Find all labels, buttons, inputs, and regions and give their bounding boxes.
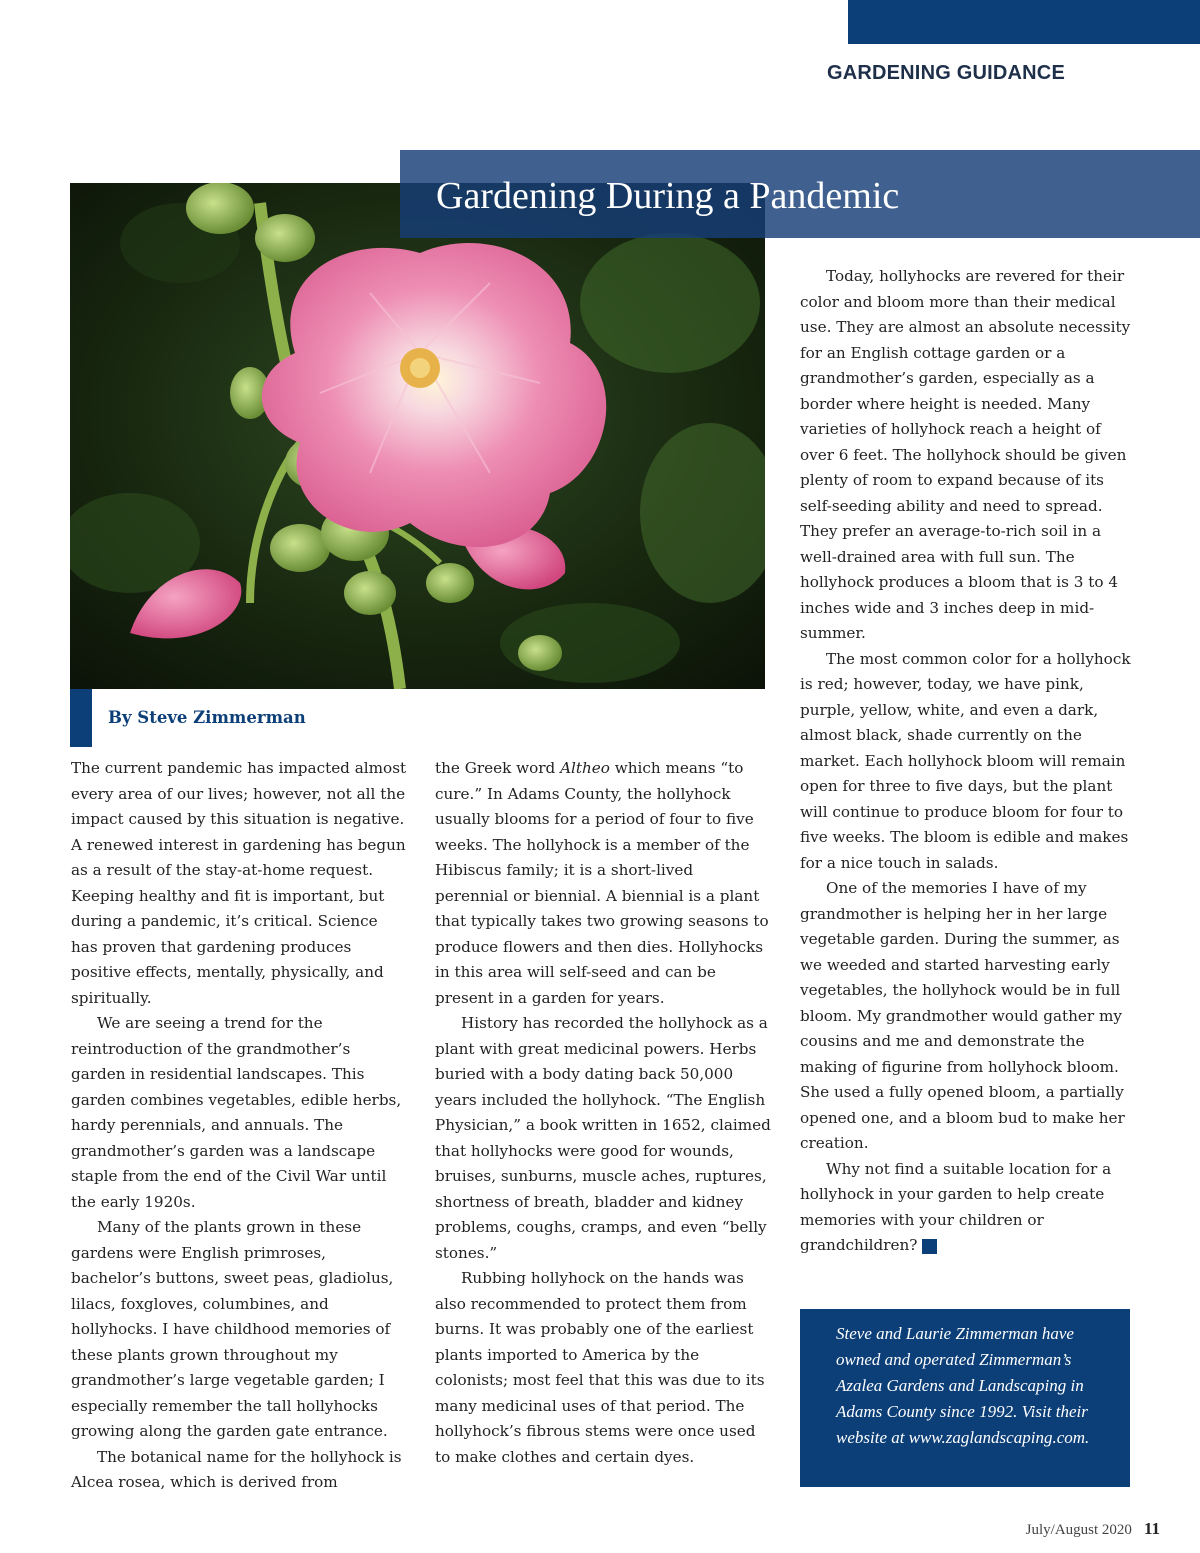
paragraph: Today, hollyhocks are revered for their color and bloom more than their medical use. They are almost an absolute necessity for an English cottage garden or a grandmother’s garden, especially as a border where height is needed. Many varieties of hollyhock reach a height of over 6 feet. The hollyhock should be given plenty of room to expand because of its self-seeding ability and need to spread. They prefer an average-to-rich soil in a well-drained area with full sun. The hollyhock produces a bloom that is 3 to 4 inches wide and 3 inches deep in mid-summer.	[800, 267, 1131, 642]
paragraph	[435, 756, 771, 1011]
paragraph: Rubbing hollyhock on the hands was also recommended to protect them from burns. It was probably one of the earliest plants imported to America by the colonists; most feel that this was due to its many medicinal uses of that period. The hollyhock’s fibrous stems were once used to make clothes and certain dyes.	[435, 1269, 765, 1466]
article-column-2	[435, 756, 771, 1470]
byline-accent-bar	[70, 689, 92, 747]
paragraph: The botanical name for the hollyhock is Alcea rosea, which is derived from	[71, 1447, 402, 1491]
paragraph: One of the memories I have of my grandmother is helping her in her large vegetable garden. During the summer, as we weeded and started harvesting early vegetables, the hollyhock would be in full bloom. My grandmother would gather my cousins and me and demonstrate the making of figurine from hollyhock bloom. She used a fully opened bloom, a partially opened one, and a bloom bud to make her creation.	[800, 879, 1125, 1152]
paragraph: The most common color for a hollyhock is red; however, today, we have pink, purple, yellow, white, and even a dark, almost black, shade currently on the market. Each hollyhock bloom will remain open for three to five days, but the plant will continue to produce bloom for four to five weeks. The bloom is edible and makes for a nice touch in salads.	[800, 649, 1131, 872]
italic-term: Altheo	[560, 759, 610, 777]
header-accent-bar	[848, 0, 1200, 44]
title-band	[400, 150, 1200, 238]
paragraph: We are seeing a trend for the reintroduction of the grandmother’s garden in residential landscapes. This garden combines vegetables, edible herbs, hardy perennials, and annuals. The grandmother’s garden was a landscape staple from the end of the Civil War until the early 1920s.	[71, 1014, 402, 1211]
issue-date: July/August 2020	[1025, 1522, 1132, 1538]
text-run: which means “to cure.” In Adams County, the hollyhock usually blooms for a period of four to five weeks. The hollyhock is a member of the Hibiscus family; it is a short-lived perennial or biennial. A biennial is a plant that typically takes two growing seasons to produce flowers and then dies. Hollyhocks in this area will self-seed and can be present in a garden for years.	[435, 759, 769, 1007]
paragraph: History has recorded the hollyhock as a plant with great medicinal powers. Herbs buried with a body dating back 50,000 years included the hollyhock. “The English Physician,” a book written in 1652, claimed that hollyhocks were good for wounds, bruises, sunburns, muscle aches, ruptures, shortness of breath, bladder and kidney problems, coughs, cramps, and even “belly stones.”	[435, 1014, 771, 1262]
paragraph	[800, 1157, 1136, 1259]
paragraph: The current pandemic has impacted almost every area of our lives; however, not all the impact caused by this situation is negative. A renewed interest in gardening has begun as a result of the stay-at-home request. Keeping healthy and fit is important, but during a pandemic, it’s critical. Science has proven that gardening produces positive effects, mentally, physically, and spiritually.	[71, 759, 407, 1007]
section-label: GARDENING GUIDANCE	[826, 62, 1065, 84]
text-run: Why not find a suitable location for a hollyhock in your garden to help create memories with your children or grandchildren?	[800, 1159, 1112, 1254]
article-title: Gardening During a Pandemic	[436, 175, 900, 217]
hollyhock-illustration	[70, 183, 765, 689]
author-bio-box	[800, 1309, 1130, 1487]
hollyhock-photo	[70, 183, 765, 689]
byline: By Steve Zimmerman	[108, 708, 306, 727]
end-mark-icon: G	[922, 1239, 937, 1254]
article-column-1	[71, 756, 407, 1496]
text-run: the Greek word	[435, 759, 561, 777]
paragraph: Many of the plants grown in these gardens were English primroses, bachelor’s buttons, sweet peas, gladiolus, lilacs, foxgloves, columbines, and hollyhocks. I have childhood memories of these plants grown throughout my grandmother’s large vegetable garden; I especially remember the tall hollyhocks growing along the garden gate entrance.	[71, 1218, 394, 1440]
page-number: 11	[1143, 1519, 1160, 1538]
article-column-3	[800, 264, 1136, 1259]
page-footer	[1026, 1519, 1160, 1539]
author-bio: Steve and Laurie Zimmerman have owned and operated Zimmerman’s Azalea Gardens and Landscaping in Adams County since 1992. Visit their website at www.zaglandscaping.com.	[836, 1324, 1090, 1447]
